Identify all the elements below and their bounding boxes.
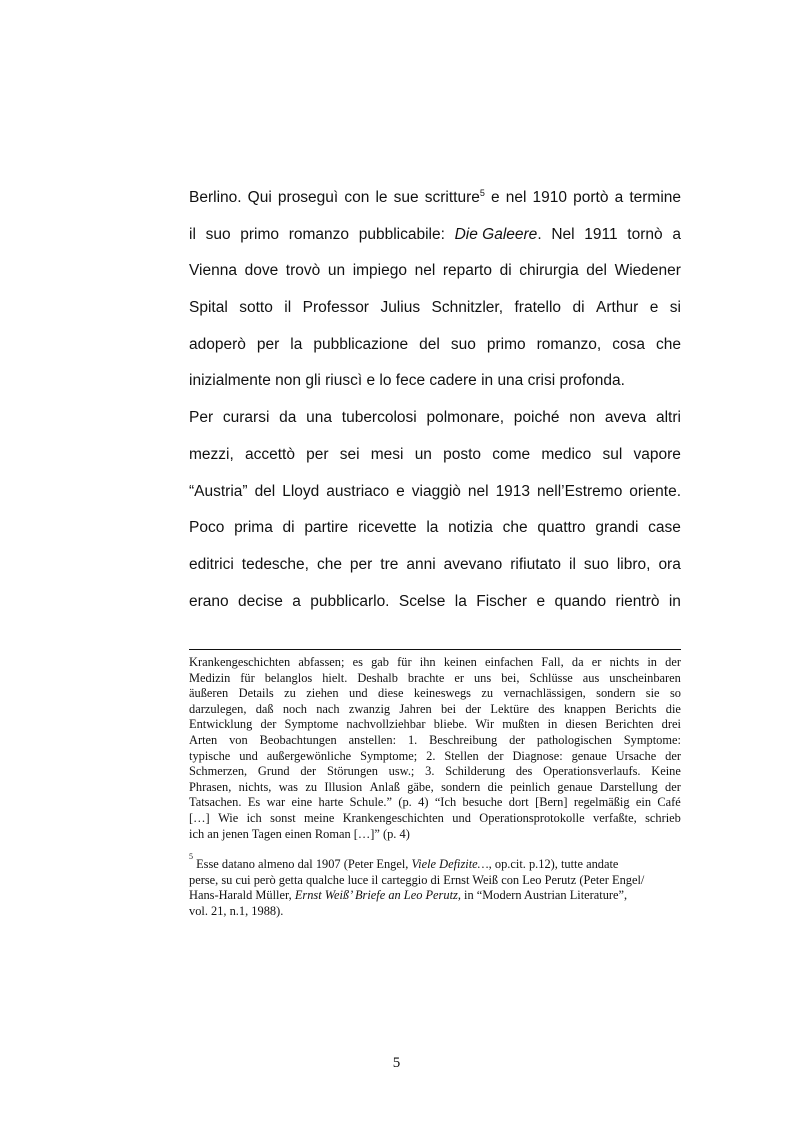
- body-word: rifiutato: [510, 555, 562, 573]
- body-word: viaggiò: [411, 482, 461, 500]
- body-word: per: [256, 335, 280, 353]
- footnote-word: drei: [661, 717, 681, 732]
- body-word: nel: [467, 482, 489, 500]
- footnote-word: keinen: [443, 655, 477, 669]
- body-line: [189, 547, 681, 584]
- footnote-word: was: [278, 779, 298, 794]
- footnote-word: in: [647, 655, 657, 669]
- footnote-word: hielt.: [322, 670, 348, 685]
- body-word: grandi: [595, 519, 639, 537]
- footnote-5-title: Viele Defizite…,: [411, 857, 492, 872]
- body-word: Professor: [302, 299, 369, 317]
- body-word: nel: [414, 262, 436, 280]
- body-word: la: [454, 592, 467, 610]
- footnote-word: diese: [378, 686, 404, 701]
- footnote-word: äußeren: [189, 686, 229, 701]
- body-word: si: [669, 299, 681, 317]
- footnote-word: “Ich: [434, 795, 457, 810]
- footnote-word: gäbe,: [407, 779, 434, 794]
- body-word: editrici: [189, 555, 234, 573]
- body-word: Lloyd: [282, 482, 320, 500]
- footnote-word: Wie: [218, 810, 239, 825]
- footnote-word: zu: [305, 779, 318, 794]
- body-word: pubblicarlo.: [310, 592, 390, 610]
- footnote-word: Schmerzen,: [189, 764, 248, 779]
- footnote-word: Krankengeschichten: [342, 810, 444, 825]
- footnote-word: sonst: [270, 810, 296, 825]
- body-word: oriente.: [629, 482, 681, 500]
- footnote-word: Symptome;: [360, 748, 418, 763]
- body-line: [189, 474, 681, 511]
- body-word: Spital: [189, 299, 228, 317]
- body-word: sei: [339, 445, 360, 463]
- footnote-word: anstellen:: [348, 732, 397, 747]
- footnote-word: so: [669, 686, 681, 701]
- footnote-word: bliebe.: [433, 717, 468, 732]
- footnote-word: zu: [284, 686, 296, 701]
- body-word: erano: [189, 592, 229, 610]
- footnote-word: bei: [440, 701, 457, 716]
- body-word: tedesche,: [241, 555, 309, 573]
- footnote-word: pathologischen: [536, 732, 612, 747]
- footnote-word: der: [465, 701, 482, 716]
- footnote-line: [189, 827, 681, 843]
- footnote-word: sondern: [441, 779, 481, 794]
- body-word: Wiedener: [614, 262, 681, 280]
- footnote-word: ein: [635, 795, 652, 810]
- body-word: chirurgia: [519, 262, 579, 280]
- footnote-continued: [189, 655, 681, 842]
- footnote-word: typische: [189, 748, 231, 763]
- body-word: Die Galeere.: [454, 225, 542, 243]
- body-word: che: [502, 519, 528, 537]
- footnote-word: Grund: [257, 764, 290, 779]
- body-word: rientrò: [615, 592, 660, 610]
- footnote-word: Schlüsse: [529, 670, 573, 685]
- footnote-word: Operationsprotokolle: [479, 810, 585, 825]
- body-word: il: [569, 555, 576, 573]
- body-word: decise: [238, 592, 283, 610]
- body-word: che: [316, 555, 342, 573]
- footnote-word: er: [454, 670, 464, 685]
- body-word: suo: [205, 225, 231, 243]
- body-word: dove: [244, 262, 279, 280]
- footnote-word: er: [591, 655, 602, 669]
- footnote-word: daß: [255, 701, 274, 716]
- footnote-word: Phrasen,: [189, 779, 232, 794]
- footnote-word: ziehen: [306, 686, 339, 701]
- body-word: per: [306, 445, 329, 463]
- footnote-word: Lektüre: [490, 701, 529, 716]
- footnote-word: nichts: [609, 655, 640, 669]
- footnote-word: der: [665, 748, 681, 763]
- body-word: non: [569, 409, 596, 427]
- body-word: scritture$^5$: [424, 188, 485, 206]
- body-word: mezzi,: [189, 445, 234, 463]
- footnote-5-text: vol. 21, n.1, 1988).: [189, 903, 284, 918]
- footnote-word: peinlich: [510, 779, 551, 794]
- footnote-word: diesen: [565, 717, 598, 732]
- footnote-word: ihn: [419, 655, 436, 669]
- footnote-word: sie: [645, 686, 660, 701]
- footnote-word: gab: [371, 655, 389, 669]
- footnote-5-line: [189, 888, 681, 904]
- body-word: a: [672, 225, 681, 243]
- body-word: proseguì: [277, 189, 339, 206]
- footnote-word: Anlaß: [369, 779, 400, 794]
- body-word: un: [414, 445, 432, 463]
- footnote-line: [189, 795, 681, 811]
- footnote-5: [189, 852, 681, 919]
- body-word: vapore: [633, 445, 681, 463]
- body-line: [189, 180, 681, 217]
- footnote-word: aus: [582, 670, 600, 685]
- footnote-word: keineswegs: [413, 686, 471, 701]
- footnote-word: Es: [247, 795, 261, 810]
- body-line: [189, 327, 681, 364]
- footnote-word: Schule.”: [349, 795, 392, 810]
- footnote-word: meine: [304, 810, 335, 825]
- footnote-word: genaue: [571, 748, 607, 763]
- body-word: Schnitzler,: [431, 299, 504, 317]
- body-word: Poco: [189, 519, 225, 537]
- body-word: del: [586, 262, 607, 280]
- footnote-5-text: Esse datano almeno dal 1907 (Peter Engel,: [193, 857, 412, 872]
- body-word: libro,: [616, 555, 651, 573]
- body-word: Julius: [380, 299, 421, 317]
- footnote-word: Beobachtungen: [259, 732, 337, 747]
- body-word: altri: [655, 409, 681, 427]
- body-word: 1910: [532, 189, 568, 206]
- footnote-line: [189, 780, 681, 796]
- body-word: pubblicazione: [313, 335, 409, 353]
- footnote-word: ich: [246, 810, 262, 825]
- footnote-word: Deshalb: [357, 670, 398, 685]
- footnote-word: dort: [508, 795, 529, 810]
- footnote-word: (p.: [398, 795, 412, 810]
- body-word: Fischer: [476, 592, 528, 610]
- footnote-word: 3.: [425, 764, 435, 779]
- footnote-word: knappen: [563, 701, 606, 716]
- footnote-word: der: [665, 655, 681, 669]
- body-word: e: [396, 482, 405, 500]
- footnote-word: abfassen;: [298, 655, 345, 669]
- body-word: e: [491, 189, 500, 206]
- footnote-word: Operationsverlaufs.: [543, 764, 641, 779]
- body-word: quando: [554, 592, 607, 610]
- body-word: da: [279, 409, 297, 427]
- body-word: 1913: [495, 482, 531, 500]
- footnote-word: mußten: [502, 717, 540, 732]
- body-word: Arthur: [596, 299, 639, 317]
- footnote-word: der: [260, 717, 277, 732]
- footnote-word: bei,: [501, 670, 520, 685]
- footnote-word: brachte: [407, 670, 445, 685]
- body-word: un: [327, 262, 346, 280]
- footnote-word: 4): [418, 795, 429, 810]
- body-line: [189, 217, 681, 254]
- body-word: e: [649, 299, 659, 317]
- footnote-word: verfaßte,: [593, 810, 637, 825]
- footnotes: [189, 655, 681, 935]
- footnote-word: des: [515, 764, 533, 779]
- body-word: sul: [602, 445, 623, 463]
- body-word: come: [492, 445, 531, 463]
- body-word: di: [499, 262, 512, 280]
- body-line: [189, 400, 681, 437]
- body-word: inizialmente non gli riuscì e lo fece cadere in una crisi profonda.: [189, 372, 625, 390]
- footnote-5-line: [189, 873, 681, 889]
- body-line: [189, 510, 681, 547]
- body-word: il: [284, 299, 292, 317]
- footnote-ref: 5: [479, 188, 485, 198]
- body-word: di: [572, 299, 585, 317]
- body-word: Per: [189, 409, 214, 427]
- footnote-line: [189, 733, 681, 749]
- body-word: portò: [573, 189, 609, 206]
- footnote-word: nach: [316, 701, 340, 716]
- footnote-word: Symptome:: [623, 732, 681, 747]
- footnote-word: in: [547, 717, 558, 732]
- footnote-line: [189, 764, 681, 780]
- body-word: e: [536, 592, 546, 610]
- footnote-word: da: [571, 655, 584, 669]
- footnote-word: Wir: [475, 717, 495, 732]
- footnote-word: 1.: [407, 732, 418, 747]
- body-word: prima: [234, 519, 273, 537]
- footnote-line: [189, 811, 681, 827]
- footnote-line: [189, 702, 681, 718]
- footnote-word: darzulegen,: [189, 701, 247, 716]
- footnote-word: Tatsachen.: [189, 795, 242, 810]
- footnote-word: war: [266, 795, 286, 810]
- footnote-5-line: [189, 904, 681, 920]
- body-word: austriaco: [326, 482, 390, 500]
- body-word: accettò: [244, 445, 295, 463]
- body-word: 1911: [584, 225, 618, 243]
- body-line: [189, 290, 681, 327]
- footnote-word: besuche: [462, 795, 503, 810]
- footnote-line: [189, 717, 681, 733]
- body-word: tornò: [627, 225, 663, 243]
- footnote-word: [Bern]: [535, 795, 568, 810]
- body-word: adoperò: [189, 335, 246, 353]
- footnote-5-text: perse, su cui però getta qualche luce il carteggio di Ernst Weiß con Leo Perutz (Peter Engel/: [189, 872, 645, 887]
- body-word: avevano: [443, 555, 503, 573]
- footnote-word: Café: [657, 795, 681, 810]
- footnote-word: nachvollziehbar: [346, 717, 426, 732]
- body-word: nell’Estremo: [537, 482, 623, 500]
- body-word: tubercolosi: [341, 409, 417, 427]
- footnote-word: Medizin: [189, 670, 231, 685]
- body-word: Qui: [247, 189, 272, 206]
- footnote-word: Symptome: [284, 717, 339, 732]
- footnote-word: 2.: [426, 748, 436, 763]
- footnote-word: der: [487, 748, 504, 763]
- body-word: sue: [393, 189, 419, 206]
- footnote-word: noch: [282, 701, 307, 716]
- body-word: primo: [486, 335, 526, 353]
- body-word: ricevette: [358, 519, 417, 537]
- footnote-word: der: [300, 764, 317, 779]
- footnote-word: eine: [291, 795, 313, 810]
- footnote-word: regelmäßig: [573, 795, 630, 810]
- body-word: romanzo: [288, 225, 350, 243]
- footnote-word: vernachlässigen,: [503, 686, 586, 701]
- body-word: cosa: [612, 335, 645, 353]
- body-word: nel: [505, 189, 527, 206]
- footnote-word: Stellen: [444, 748, 479, 763]
- body-line: [189, 253, 681, 290]
- page-number: 5: [392, 1055, 401, 1071]
- footnote-line: [189, 686, 681, 702]
- footnote-word: genaue: [557, 779, 593, 794]
- body-word: pubblicabile:: [358, 225, 445, 243]
- footnote-word: zwanzig: [348, 701, 391, 716]
- body-word: termine: [629, 189, 681, 206]
- body-word: del: [419, 335, 440, 353]
- body-line: [189, 437, 681, 474]
- footnote-word: die: [665, 701, 681, 716]
- body-word: partire: [304, 519, 349, 537]
- footnote-word: die: [487, 779, 503, 794]
- footnote-5-text: in “Modern Austrian Literature”,: [460, 888, 628, 903]
- body-text: [189, 180, 681, 620]
- footnote-word: harte: [318, 795, 344, 810]
- body-word: a: [292, 592, 301, 610]
- footnote-word: usw.;: [388, 764, 415, 779]
- body-word: notizia: [448, 519, 493, 537]
- body-word: la: [426, 519, 439, 537]
- body-line: [189, 363, 681, 400]
- body-word: posto: [443, 445, 482, 463]
- body-word: primo: [240, 225, 280, 243]
- footnote-line: [189, 671, 681, 687]
- footnote-separator: [189, 649, 681, 650]
- footnote-word: Diagnose:: [512, 748, 563, 763]
- footnote-word: der: [509, 732, 525, 747]
- footnote-word: und: [452, 810, 471, 825]
- footnote-word: und: [239, 748, 258, 763]
- footnote-word: Darstellung: [599, 779, 658, 794]
- body-word: Scelse: [398, 592, 446, 610]
- footnote-word: Arten: [189, 732, 218, 747]
- footnote-word: Illusion: [324, 779, 363, 794]
- footnote-word: Entwicklung: [189, 717, 253, 732]
- footnote-word: Berichten: [605, 717, 654, 732]
- body-word: una: [306, 409, 333, 427]
- footnote-5-mark: 5: [189, 852, 193, 862]
- footnote-5-text: op.cit. p.12), tutte andate: [491, 857, 619, 872]
- footnote-word: Berichts: [615, 701, 657, 716]
- footnote-word: des: [538, 701, 555, 716]
- body-word: case: [648, 519, 681, 537]
- body-word: sotto: [239, 299, 273, 317]
- footnote-word: uns: [473, 670, 492, 685]
- body-word: le: [375, 189, 388, 206]
- body-word: la: [290, 335, 303, 353]
- body-word: polmonare,: [426, 409, 505, 427]
- footnote-word: ich an jenen Tagen einen Roman […]” (p. 4): [189, 826, 410, 841]
- footnote-line: [189, 655, 681, 671]
- footnote-word: und: [349, 686, 368, 701]
- body-word: del: [254, 482, 276, 500]
- body-word: di: [282, 519, 295, 537]
- footnote-word: Beschreibung: [429, 732, 498, 747]
- footnote-word: belanglos: [264, 670, 313, 685]
- body-word: Vienna: [189, 262, 237, 280]
- footnote-word: Keine: [651, 764, 681, 779]
- body-word: che: [656, 335, 681, 353]
- footnote-word: einfachen: [485, 655, 534, 669]
- body-word: ora: [658, 555, 681, 573]
- footnote-word: der: [665, 779, 681, 794]
- body-word: romanzo,: [536, 335, 602, 353]
- footnote-word: Jahren: [399, 701, 432, 716]
- body-word: aveva: [604, 409, 647, 427]
- body-word: anni: [406, 555, 436, 573]
- footnote-word: von: [229, 732, 248, 747]
- footnote-word: Ursache: [615, 748, 657, 763]
- footnote-word: zu: [481, 686, 494, 701]
- body-word: tre: [380, 555, 399, 573]
- body-word: suo: [450, 335, 476, 353]
- footnote-word: Fall,: [541, 655, 564, 669]
- body-word: reparto: [442, 262, 492, 280]
- body-word: impiego: [352, 262, 407, 280]
- body-word: curarsi: [222, 409, 270, 427]
- body-word: in: [668, 592, 681, 610]
- footnote-5-text: Hans-Harald Müller,: [189, 888, 295, 903]
- footnote-word: außergewönliche: [266, 748, 352, 763]
- footnote-word: unscheinbaren: [609, 670, 681, 685]
- footnote-word: Krankengeschichten: [189, 655, 291, 669]
- body-word: con: [344, 189, 370, 206]
- body-word: Nel: [551, 225, 575, 243]
- footnote-word: schrieb: [645, 810, 681, 825]
- body-word: per: [349, 555, 373, 573]
- footnote-word: für: [240, 670, 255, 685]
- body-word: “Austria”: [189, 482, 248, 500]
- footnote-word: Störungen: [326, 764, 378, 779]
- footnote-5-title: Ernst Weiß’ Briefe an Leo Perutz,: [294, 888, 461, 903]
- footnote-word: sondern: [596, 686, 636, 701]
- body-word: suo: [583, 555, 609, 573]
- footnote-word: Details: [238, 686, 274, 701]
- footnote-word: nichts,: [238, 779, 272, 794]
- body-word: poiché: [513, 409, 560, 427]
- body-word: fratello: [514, 299, 562, 317]
- body-word: il: [189, 225, 196, 243]
- footnote-word: es: [352, 655, 363, 669]
- body-line: [189, 584, 681, 621]
- body-word: a: [614, 189, 624, 206]
- footnote-word: für: [397, 655, 412, 669]
- body-word: mesi: [370, 445, 404, 463]
- body-word: trovò: [285, 262, 321, 280]
- footnote-5-line: [189, 852, 681, 873]
- footnote-word: Schilderung: [445, 764, 506, 779]
- body-word: Berlino.: [189, 189, 242, 206]
- body-word: medico: [541, 445, 592, 463]
- footnote-line: [189, 749, 681, 765]
- footnote-word: […]: [189, 810, 210, 825]
- body-word: quattro: [537, 519, 586, 537]
